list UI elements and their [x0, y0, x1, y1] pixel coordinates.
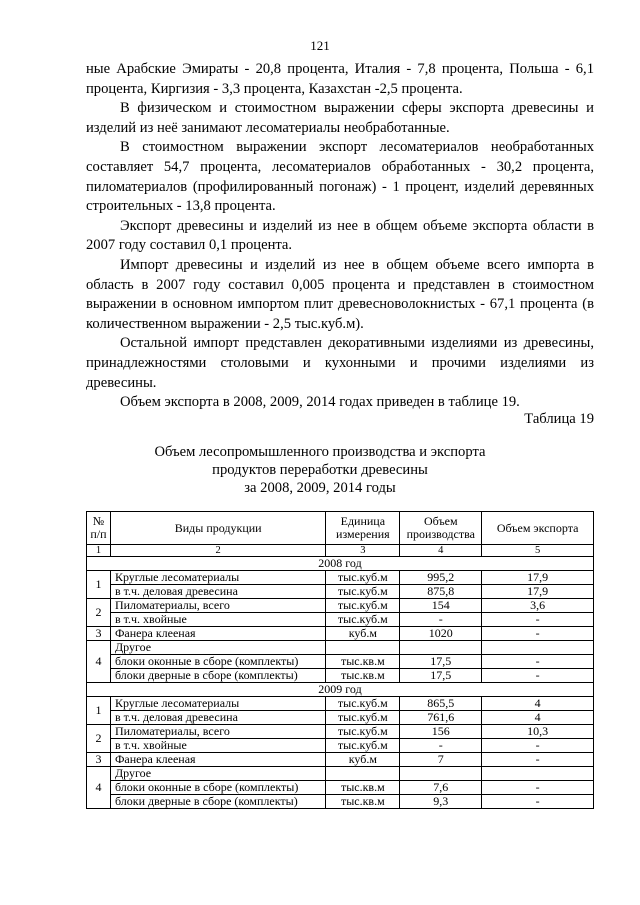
table-caption — [0, 443, 640, 497]
product-name-cell: Круглые лесоматериалы — [110, 697, 325, 711]
row-number-cell: 4 — [87, 767, 111, 809]
unit-cell: тыс.куб.м — [326, 613, 400, 627]
export-cell: 4 — [482, 697, 594, 711]
product-name-cell: в т.ч. деловая древесина — [110, 585, 325, 599]
paragraph: ные Арабские Эмираты - 20,8 процента, Италия - 7,8 процента, Польша - 6,1 процента, Киргизия - 3,3 процента, Казахстан -2,5 процента. — [86, 61, 594, 97]
export-cell: - — [482, 753, 594, 767]
header-cell: Единица измерения — [326, 512, 400, 545]
table-row — [87, 697, 594, 711]
production-cell — [400, 641, 482, 655]
table-row — [87, 599, 594, 613]
production-cell: 7 — [400, 753, 482, 767]
paragraph: В стоимостном выражении экспорт лесоматериалов необработанных составляет 54,7 процента, лесоматериалов обработанных - 30,2 процента, пиломатериалов (профилированный погонаж) - 1 процент, изделий деревянных строительных - 13,8 процента. — [86, 139, 594, 215]
table-row — [87, 739, 594, 753]
table-header-row — [87, 512, 594, 545]
production-export-table — [86, 511, 594, 809]
row-number-cell: 4 — [87, 641, 111, 683]
product-name-cell: Другое — [110, 641, 325, 655]
product-name-cell: Круглые лесоматериалы — [110, 571, 325, 585]
caption-line: Объем лесопромышленного производства и экспорта — [154, 444, 486, 460]
body-text — [86, 60, 594, 413]
product-name-cell: Фанера клееная — [110, 753, 325, 767]
export-cell: 4 — [482, 711, 594, 725]
column-number-cell: 2 — [110, 545, 325, 557]
production-cell: 995,2 — [400, 571, 482, 585]
unit-cell: куб.м — [326, 627, 400, 641]
column-number-cell: 4 — [400, 545, 482, 557]
production-cell: 865,5 — [400, 697, 482, 711]
paragraph: Объем экспорта в 2008, 2009, 2014 годах приведен в таблице 19. — [120, 394, 520, 411]
table-row — [87, 795, 594, 809]
product-name-cell: в т.ч. хвойные — [110, 613, 325, 627]
export-cell: - — [482, 781, 594, 795]
product-name-cell: Пиломатериалы, всего — [110, 599, 325, 613]
row-number-cell: 3 — [87, 627, 111, 641]
header-cell: Виды продукции — [110, 512, 325, 545]
unit-cell: тыс.кв.м — [326, 781, 400, 795]
table-row — [87, 753, 594, 767]
product-name-cell: в т.ч. хвойные — [110, 739, 325, 753]
unit-cell: тыс.куб.м — [326, 571, 400, 585]
row-number-cell: 2 — [87, 599, 111, 627]
unit-cell: тыс.куб.м — [326, 711, 400, 725]
export-cell: - — [482, 627, 594, 641]
production-cell: - — [400, 739, 482, 753]
caption-line: продуктов переработки древесины — [212, 462, 428, 478]
table-row — [87, 655, 594, 669]
unit-cell: тыс.куб.м — [326, 739, 400, 753]
unit-cell: тыс.куб.м — [326, 599, 400, 613]
export-cell: 3,6 — [482, 599, 594, 613]
product-name-cell: блоки дверные в сборе (комплекты) — [110, 795, 325, 809]
unit-cell: тыс.куб.м — [326, 697, 400, 711]
column-number-cell: 1 — [87, 545, 111, 557]
production-cell: 7,6 — [400, 781, 482, 795]
row-number-cell: 1 — [87, 571, 111, 599]
column-number-cell: 3 — [326, 545, 400, 557]
table-row — [87, 571, 594, 585]
header-cell: Объем экспорта — [482, 512, 594, 545]
export-cell: - — [482, 669, 594, 683]
unit-cell — [326, 767, 400, 781]
production-cell: 1020 — [400, 627, 482, 641]
export-cell: 17,9 — [482, 585, 594, 599]
paragraph: Импорт древесины и изделий из нее в общем объеме всего импорта в область в 2007 году составил 0,005 процента и представлен в стоимостном выражении в основном импортом плит древесноволокнистых - 67,1 процента (в количественном выражении - 2,5 тыс.куб.м). — [86, 256, 594, 332]
page-number: 121 — [310, 38, 330, 53]
product-name-cell: Фанера клееная — [110, 627, 325, 641]
production-cell: 17,5 — [400, 655, 482, 669]
product-name-cell: блоки дверные в сборе (комплекты) — [110, 669, 325, 683]
table-label: Таблица 19 — [524, 411, 594, 427]
row-number-cell: 1 — [87, 697, 111, 725]
export-cell: - — [482, 795, 594, 809]
table-row — [87, 711, 594, 725]
year-cell: 2008 год — [87, 557, 594, 571]
table-row — [87, 767, 594, 781]
unit-cell: тыс.кв.м — [326, 655, 400, 669]
unit-cell: тыс.кв.м — [326, 669, 400, 683]
export-cell — [482, 641, 594, 655]
table-row — [87, 641, 594, 655]
export-cell: - — [482, 739, 594, 753]
production-cell: 875,8 — [400, 585, 482, 599]
paragraph: В физическом и стоимостном выражении сферы экспорта древесины и изделий из неё занимают лесоматериалы необработанные. — [86, 100, 594, 136]
header-cell: Объем производства — [400, 512, 482, 545]
column-number-cell: 5 — [482, 545, 594, 557]
header-cell: № п/п — [87, 512, 111, 545]
year-row — [87, 557, 594, 571]
unit-cell: тыс.куб.м — [326, 585, 400, 599]
year-cell: 2009 год — [87, 683, 594, 697]
caption-line: за 2008, 2009, 2014 годы — [244, 480, 396, 496]
unit-cell: куб.м — [326, 753, 400, 767]
table-row — [87, 781, 594, 795]
production-cell: 17,5 — [400, 669, 482, 683]
row-number-cell: 3 — [87, 753, 111, 767]
table-row — [87, 613, 594, 627]
product-name-cell: в т.ч. деловая древесина — [110, 711, 325, 725]
export-cell: 10,3 — [482, 725, 594, 739]
export-cell: - — [482, 655, 594, 669]
column-number-row — [87, 545, 594, 557]
production-cell: 761,6 — [400, 711, 482, 725]
year-row — [87, 683, 594, 697]
unit-cell — [326, 641, 400, 655]
product-name-cell: блоки оконные в сборе (комплекты) — [110, 655, 325, 669]
export-cell — [482, 767, 594, 781]
production-cell: 156 — [400, 725, 482, 739]
product-name-cell: Пиломатериалы, всего — [110, 725, 325, 739]
unit-cell: тыс.куб.м — [326, 725, 400, 739]
paragraph: Остальной импорт представлен декоративными изделиями из древесины, принадлежностями столовыми и кухонными и прочими изделиями из древесины. — [86, 335, 594, 391]
table-row — [87, 725, 594, 739]
row-number-cell: 2 — [87, 725, 111, 753]
table-row — [87, 585, 594, 599]
table-row — [87, 627, 594, 641]
production-cell: - — [400, 613, 482, 627]
unit-cell: тыс.кв.м — [326, 795, 400, 809]
product-name-cell: Другое — [110, 767, 325, 781]
production-cell: 9,3 — [400, 795, 482, 809]
production-cell — [400, 767, 482, 781]
export-cell: - — [482, 613, 594, 627]
product-name-cell: блоки оконные в сборе (комплекты) — [110, 781, 325, 795]
export-cell: 17,9 — [482, 571, 594, 585]
table-row — [87, 669, 594, 683]
paragraph: Экспорт древесины и изделий из нее в общем объеме экспорта области в 2007 году составил 0,1 процента. — [86, 217, 594, 254]
production-cell: 154 — [400, 599, 482, 613]
